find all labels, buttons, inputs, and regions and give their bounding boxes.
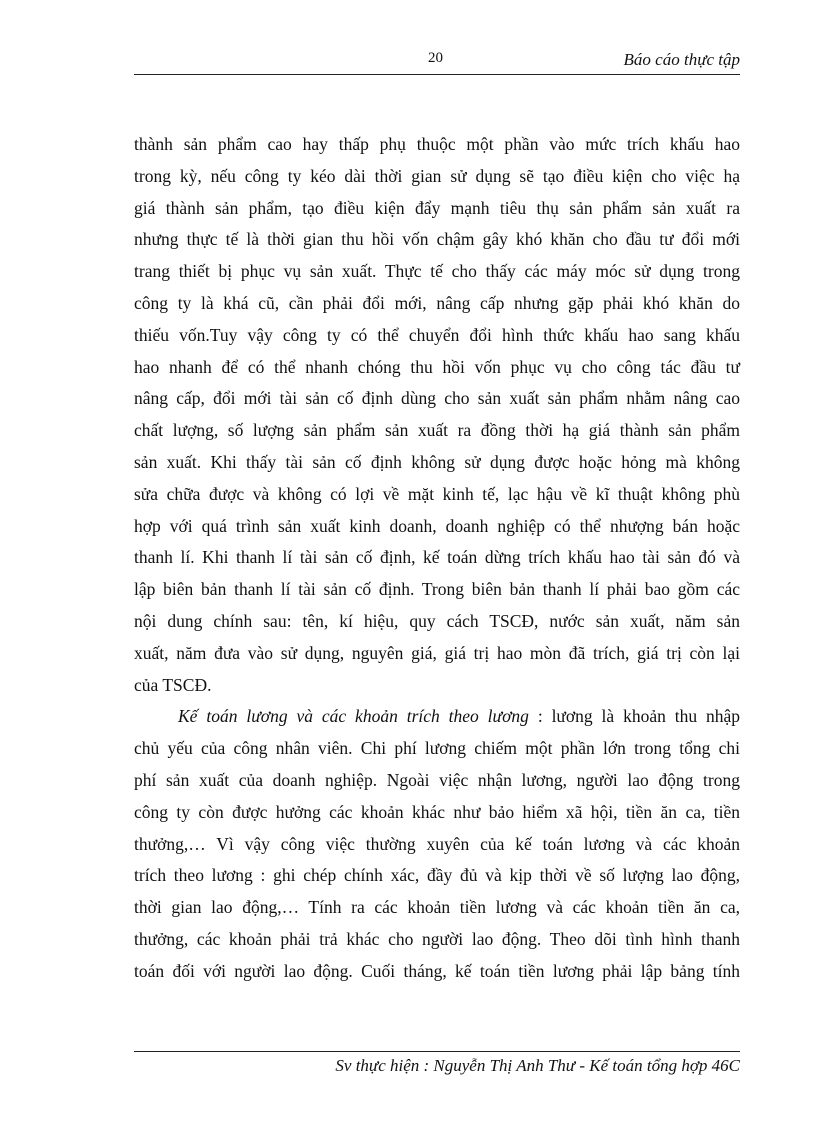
section-heading: Kế toán lương và các khoản trích theo lương [178,706,529,727]
text-line: trích theo lương : ghi chép chính xác, đầy đủ và kịp thời về số lượng lao động, [134,865,740,886]
text-line: nội dung chính sau: tên, kí hiệu, quy cách TSCĐ, nước sản xuất, năm sản [134,610,740,631]
text-line: nâng cấp, đổi mới tài sản cố định dùng cho sản xuất sản phẩm nhằm nâng cao [134,388,740,409]
body-text [134,129,740,988]
page-footer: Sv thực hiện : Nguyễn Thị Anh Thư - Kế toán tổng hợp 46C [134,1051,740,1076]
text-line: thiếu vốn.Tuy vậy công ty có thể chuyển đổi hình thức khấu hao sang khấu [134,324,740,345]
paragraph-heading-line [134,701,740,733]
text-line: thưởng, các khoản phải trả khác cho người lao động. Theo dõi tình hình thanh [134,928,740,949]
page-header [134,44,740,75]
text-line: toán đối với người lao động. Cuối tháng, kế toán tiền lương phải lập bảng tính [134,960,740,981]
text-line: hợp với quá trình sản xuất kinh doanh, doanh nghiệp có thể nhượng bán hoặc [134,515,740,536]
text-line: thưởng,… Vì vậy công việc thường xuyên của kế toán lương và các khoản [134,833,740,854]
text-line: trang thiết bị phục vụ sản xuất. Thực tế cho thấy các máy móc sử dụng trong [134,261,740,282]
text-fragment: : lương là khoản thu nhập [537,706,740,727]
text-line: lập biên bản thanh lí tài sản cố định. Trong biên bản thanh lí phải bao gồm các [134,579,740,600]
text-line: thanh lí. Khi thanh lí tài sản cố định, kế toán dừng trích khấu hao tài sản đó và [134,547,740,568]
text-line: sửa chữa được và không có lợi về mặt kinh tế, lạc hậu về kĩ thuật không phù [134,483,740,504]
header-title: Báo cáo thực tập [623,50,740,69]
text-line: công ty còn được hưởng các khoản khác như bảo hiểm xã hội, tiền ăn ca, tiền [134,801,740,822]
text-line: xuất, năm đưa vào sử dụng, nguyên giá, giá trị hao mòn đã trích, giá trị còn lại [134,642,740,663]
text-line: nhưng thực tế là thời gian thu hồi vốn chậm gây khó khăn cho đầu tư đổi mới [134,229,740,250]
text-line: thời gian lao động,… Tính ra các khoản tiền lương và các khoản tiền ăn ca, [134,897,740,918]
page-number: 20 [428,50,443,66]
text-line: chất lượng, số lượng sản phẩm sản xuất ra đồng thời hạ giá thành sản phẩm [134,420,740,441]
text-line: công ty là khá cũ, cần phải đổi mới, nâng cấp nhưng gặp phải khó khăn do [134,292,740,313]
text-line: thành sản phẩm cao hay thấp phụ thuộc một phần vào mức trích khấu hao [134,134,740,154]
text-line: chủ yếu của công nhân viên. Chi phí lương chiếm một phần lớn trong tổng chi [134,738,740,759]
text-line: phí sản xuất của doanh nghiệp. Ngoài việc nhận lương, người lao động trong [134,769,740,790]
text-line: giá thành sản phẩm, tạo điều kiện đẩy mạnh tiêu thụ sản phẩm sản xuất ra [134,197,740,218]
text-line: hao nhanh để có thể nhanh chóng thu hồi vốn phục vụ cho công tác đầu tư [134,356,740,377]
text-line: sản xuất. Khi thấy tài sản cố định không sử dụng được hoặc hỏng mà không [134,451,740,472]
text-line: của TSCĐ. [134,674,212,695]
text-line: trong kỳ, nếu công ty kéo dài thời gian sử dụng sẽ tạo điều kiện cho việc hạ [134,165,740,186]
